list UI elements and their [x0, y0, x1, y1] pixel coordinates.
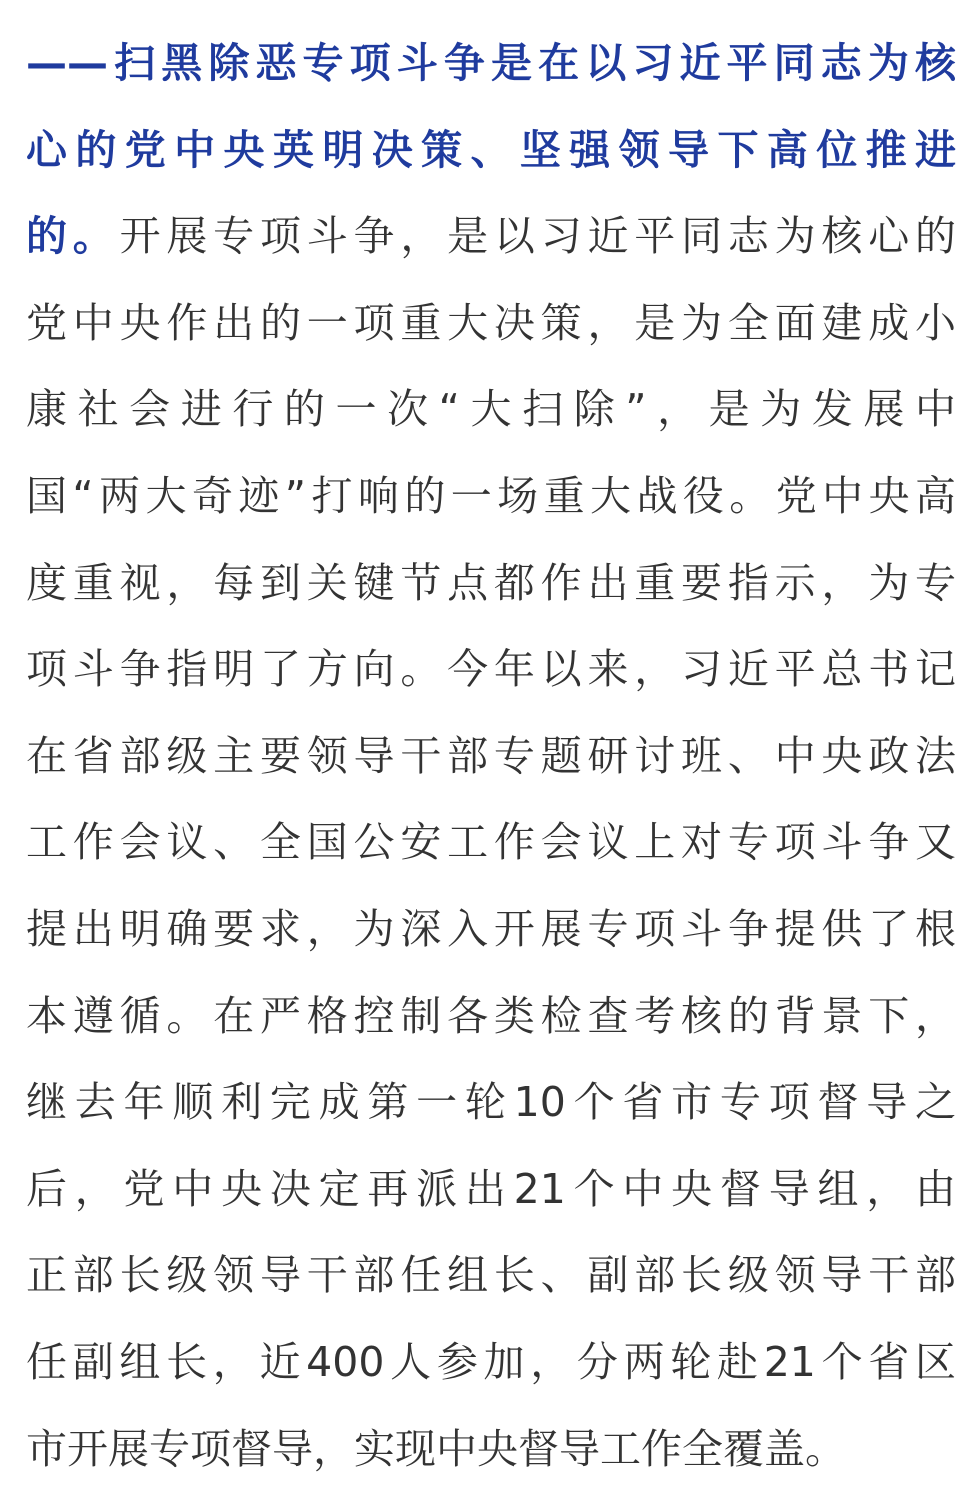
body-text: 正部长级领导干部任组长、副部长级领导干部 — [26, 1251, 956, 1299]
text-line-3 — [26, 193, 956, 280]
body-text: 继去年顺利完成第一轮10个省市专项督导之 — [26, 1078, 956, 1126]
emphasis-text: 的。 — [26, 212, 120, 260]
text-line-2 — [26, 107, 956, 194]
emphasis-text: ——扫黑除恶专项斗争是在以习近平同志为核 — [26, 39, 956, 87]
body-text: 工作会议、全国公安工作会议上对专项斗争又 — [26, 818, 956, 866]
body-text: 开展专项斗争，是以习近平同志为核心的 — [120, 212, 956, 260]
body-text: 本遵循。在严格控制各类检查考核的背景下， — [26, 992, 956, 1040]
body-text: 后，党中央决定再派出21个中央督导组，由 — [26, 1165, 956, 1213]
text-line-10 — [26, 799, 956, 886]
text-line-16 — [26, 1319, 956, 1406]
text-line-14 — [26, 1146, 956, 1233]
body-text: 国“两大奇迹”打响的一场重大战役。党中央高 — [26, 472, 956, 520]
text-line-17 — [26, 1406, 956, 1492]
text-line-4 — [26, 280, 956, 367]
emphasis-text: 心的党中央英明决策、坚强领导下高位推进 — [26, 126, 956, 174]
text-line-13 — [26, 1059, 956, 1146]
text-line-7 — [26, 540, 956, 627]
body-text: 项斗争指明了方向。今年以来，习近平总书记 — [26, 645, 956, 693]
body-text: 度重视，每到关键节点都作出重要指示，为专 — [26, 559, 956, 607]
body-text: 在省部级主要领导干部专题研讨班、中央政法 — [26, 732, 956, 780]
text-line-11 — [26, 886, 956, 973]
text-line-8 — [26, 626, 956, 713]
body-text: 党中央作出的一项重大决策，是为全面建成小 — [26, 299, 956, 347]
body-text: 康社会进行的一次“大扫除”，是为发展中 — [26, 385, 956, 433]
text-line-6 — [26, 453, 956, 540]
text-line-9 — [26, 713, 956, 800]
text-line-1 — [26, 20, 956, 107]
body-text: 任副组长，近400人参加，分两轮赴21个省区 — [26, 1338, 956, 1386]
body-text: 市开展专项督导，实现中央督导工作全覆盖。 — [26, 1425, 846, 1473]
text-line-15 — [26, 1232, 956, 1319]
body-text: 提出明确要求，为深入开展专项斗争提供了根 — [26, 905, 956, 953]
article-body — [26, 20, 956, 1492]
text-line-5 — [26, 366, 956, 453]
text-line-12 — [26, 973, 956, 1060]
